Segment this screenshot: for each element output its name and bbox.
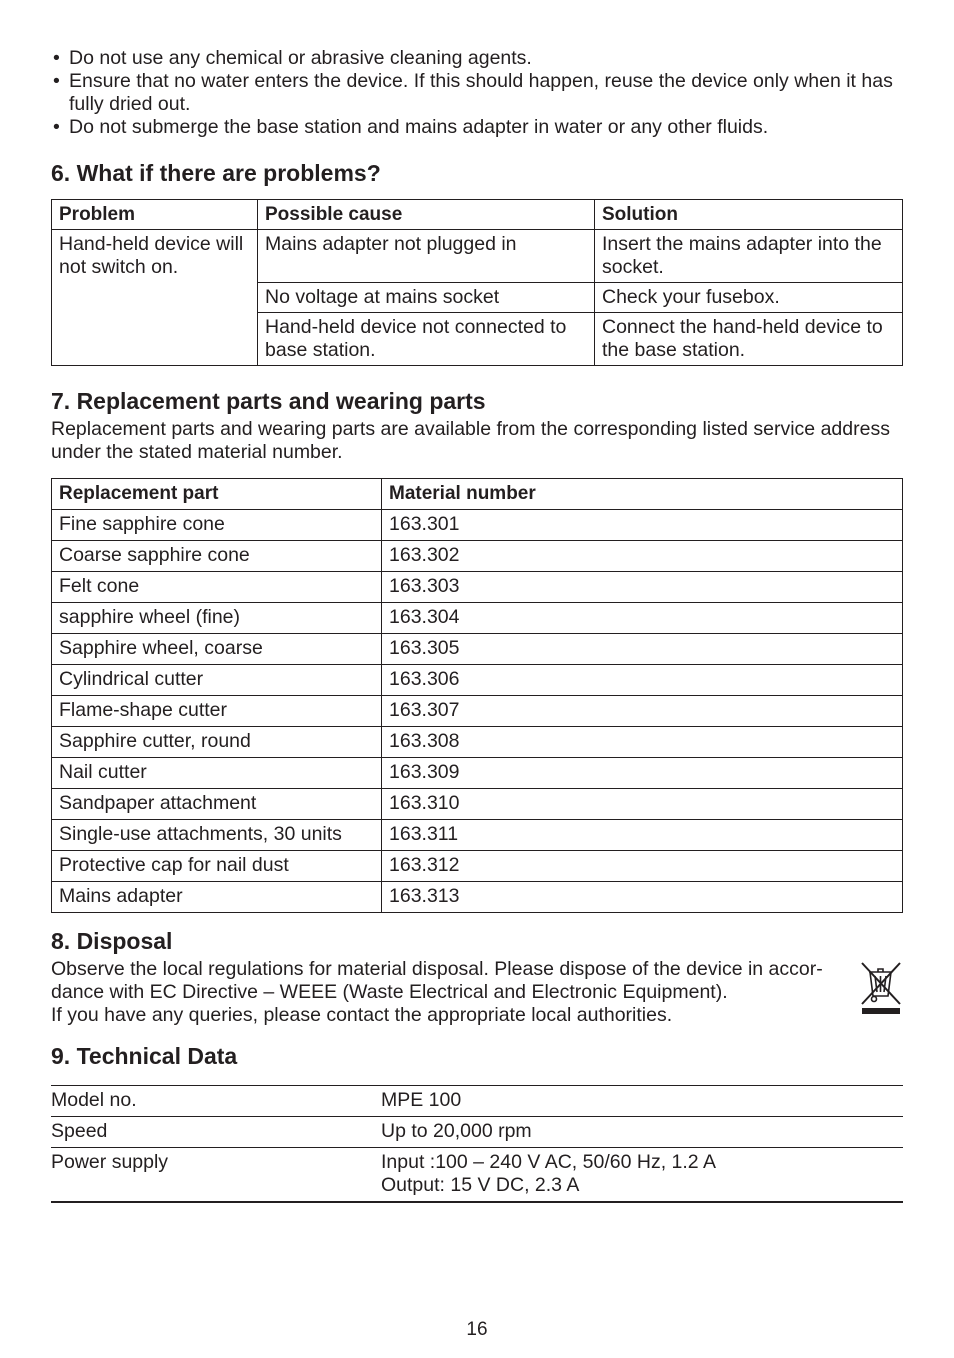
part-name-cell: Nail cutter bbox=[52, 758, 382, 789]
solution-cell: Check your fusebox. bbox=[595, 283, 903, 313]
material-number-cell: 163.310 bbox=[382, 789, 903, 820]
disposal-contact-text: If you have any queries, please contact the appropriate local authorities. bbox=[51, 1004, 673, 1026]
cause-cell: Mains adapter not plugged in bbox=[258, 230, 595, 283]
table-row bbox=[52, 230, 903, 283]
spec-value-output: Output: 15 V DC, 2.3 A bbox=[381, 1174, 580, 1196]
material-number-cell: 163.312 bbox=[382, 851, 903, 882]
material-number-cell: 163.306 bbox=[382, 665, 903, 696]
table-row bbox=[52, 510, 903, 541]
part-name-cell: Flame-shape cutter bbox=[52, 696, 382, 727]
section-heading-technical: 9. Technical Data bbox=[51, 1043, 238, 1069]
material-number-cell: 163.313 bbox=[382, 882, 903, 913]
material-number-cell: 163.311 bbox=[382, 820, 903, 851]
material-number-cell: 163.302 bbox=[382, 541, 903, 572]
material-number-cell: 163.308 bbox=[382, 727, 903, 758]
table-row bbox=[52, 820, 903, 851]
spec-label: Model no. bbox=[51, 1086, 381, 1117]
replacement-intro: Replacement parts and wearing parts are available from the corresponding listed service address under the stated material number. bbox=[51, 418, 890, 463]
table-row bbox=[52, 851, 903, 882]
part-name-cell: sapphire wheel (fine) bbox=[52, 603, 382, 634]
solution-cell: Connect the hand-held device to the base station. bbox=[595, 313, 903, 366]
cleaning-bullet-list bbox=[51, 47, 903, 139]
technical-data-table bbox=[51, 1085, 903, 1203]
material-number-cell: 163.303 bbox=[382, 572, 903, 603]
part-name-cell: Mains adapter bbox=[52, 882, 382, 913]
table-row bbox=[52, 665, 903, 696]
table-row bbox=[52, 603, 903, 634]
column-header: Replacement part bbox=[52, 479, 382, 510]
table-header-row bbox=[52, 200, 903, 230]
table-row bbox=[52, 789, 903, 820]
table-row bbox=[51, 1086, 903, 1117]
bullet-item: • Do not use any chemical or abrasive cleaning agents. bbox=[51, 47, 903, 70]
material-number-cell: 163.309 bbox=[382, 758, 903, 789]
table-row bbox=[52, 696, 903, 727]
table-row bbox=[52, 572, 903, 603]
replacement-parts-table bbox=[51, 478, 903, 913]
bullet-item: • Do not submerge the base station and mains adapter in water or any other fluids. bbox=[51, 116, 903, 139]
table-row bbox=[52, 541, 903, 572]
table-row bbox=[52, 634, 903, 665]
table-row bbox=[52, 758, 903, 789]
section-heading-disposal: 8. Disposal bbox=[51, 928, 173, 954]
disposal-text: Observe the local regulations for material disposal. Please dispose of the device in accor-dance with EC Directive – WEEE (Waste Electrical and Electronic Equipment). bbox=[51, 958, 823, 1003]
cause-cell: Hand-held device not connected to base station. bbox=[258, 313, 595, 366]
table-row bbox=[51, 1117, 903, 1148]
part-name-cell: Coarse sapphire cone bbox=[52, 541, 382, 572]
solution-cell: Insert the mains adapter into the socket. bbox=[595, 230, 903, 283]
material-number-cell: 163.304 bbox=[382, 603, 903, 634]
part-name-cell: Single-use attachments, 30 units bbox=[52, 820, 382, 851]
material-number-cell: 163.307 bbox=[382, 696, 903, 727]
material-number-cell: 163.301 bbox=[382, 510, 903, 541]
cause-cell: No voltage at mains socket bbox=[258, 283, 595, 313]
section-heading-problems: 6. What if there are problems? bbox=[51, 160, 381, 186]
material-number-cell: 163.305 bbox=[382, 634, 903, 665]
part-name-cell: Sandpaper attachment bbox=[52, 789, 382, 820]
problems-table bbox=[51, 199, 903, 366]
page-number: 16 bbox=[466, 1319, 488, 1340]
manual-page bbox=[51, 47, 903, 1203]
table-row bbox=[51, 1148, 903, 1203]
part-name-cell: Protective cap for nail dust bbox=[52, 851, 382, 882]
section-heading-replacement: 7. Replacement parts and wearing parts bbox=[51, 388, 486, 414]
table-row bbox=[52, 882, 903, 913]
crossed-out-wheelie-bin-icon bbox=[859, 960, 903, 1016]
column-header: Solution bbox=[595, 200, 903, 230]
spec-value bbox=[381, 1148, 903, 1203]
spec-label: Power supply bbox=[51, 1148, 381, 1203]
part-name-cell: Fine sapphire cone bbox=[52, 510, 382, 541]
table-row bbox=[52, 727, 903, 758]
spec-value-input: Input :100 – 240 V AC, 50/60 Hz, 1.2 A bbox=[381, 1151, 716, 1173]
column-header: Material number bbox=[382, 479, 903, 510]
part-name-cell: Cylindrical cutter bbox=[52, 665, 382, 696]
bullet-item: • Ensure that no water enters the device. If this should happen, reuse the device only when it has fully dried out. bbox=[51, 70, 903, 116]
column-header: Possible cause bbox=[258, 200, 595, 230]
part-name-cell: Sapphire cutter, round bbox=[52, 727, 382, 758]
part-name-cell: Felt cone bbox=[52, 572, 382, 603]
spec-value: Up to 20,000 rpm bbox=[381, 1117, 903, 1148]
spec-value: MPE 100 bbox=[381, 1086, 903, 1117]
table-header-row bbox=[52, 479, 903, 510]
spec-label: Speed bbox=[51, 1117, 381, 1148]
part-name-cell: Sapphire wheel, coarse bbox=[52, 634, 382, 665]
disposal-section bbox=[51, 958, 903, 1027]
problem-cell: Hand-held device will not switch on. bbox=[52, 230, 258, 366]
column-header: Problem bbox=[52, 200, 258, 230]
